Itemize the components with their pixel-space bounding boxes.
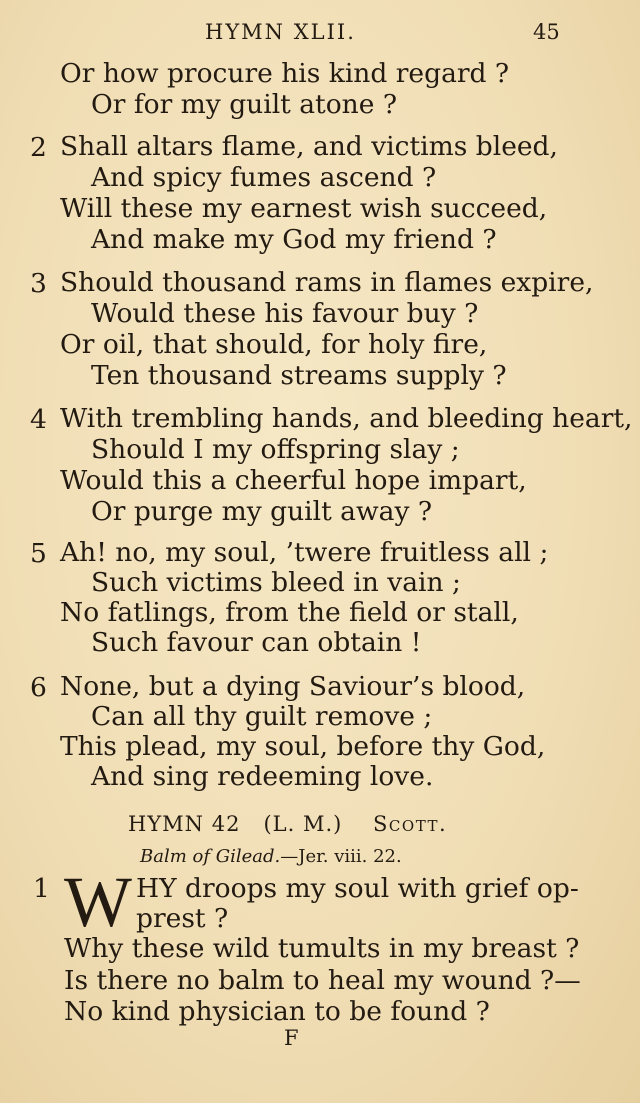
verse-line: Such favour can obtain ! (91, 627, 422, 658)
verse-number: 6 (30, 672, 47, 703)
verse-number: 5 (30, 538, 47, 569)
verse-line: Such victims bleed in vain ; (91, 567, 461, 598)
verse-number: 3 (30, 268, 47, 299)
hymn-subtitle (140, 846, 402, 867)
verse-line: Would this a cheerful hope impart, (60, 465, 527, 496)
verse-line: Or for my guilt atone ? (91, 89, 398, 120)
verse-line: Can all thy guilt remove ; (91, 701, 433, 732)
verse-line: Or how procure his kind regard ? (60, 58, 510, 89)
verse-line: Why these wild tumults in my breast ? (64, 933, 580, 964)
verse-line: And make my God my friend ? (91, 224, 497, 255)
verse-line: This plead, my soul, before thy God, (60, 731, 546, 762)
scripture-reference: —Jer. viii. 22. (280, 846, 402, 867)
verse-line: Would these his favour buy ? (91, 298, 479, 329)
signature-mark: F (284, 1026, 299, 1050)
verse-line: Ten thousand streams supply ? (91, 360, 507, 391)
drop-cap: W (64, 862, 132, 942)
verse-line: Shall altars flame, and victims bleed, (60, 131, 558, 162)
page-number: 45 (533, 20, 560, 44)
verse-line: Or oil, that should, for holy fire, (60, 329, 488, 360)
verse-line: None, but a dying Saviour’s blood, (60, 671, 526, 702)
verse-line: With trembling hands, and bleeding heart, (60, 403, 633, 434)
hymn-author: Scott. (373, 812, 448, 836)
verse-line: Should thousand rams in flames expire, (60, 267, 594, 298)
verse-number: 1 (33, 873, 50, 904)
verse-line: And spicy fumes ascend ? (91, 162, 437, 193)
verse-number: 2 (30, 132, 47, 163)
hymn-heading (128, 812, 447, 836)
hymn-meter: (L. M.) (263, 812, 343, 836)
verse-line: Ah! no, my soul, ’twere fruitless all ; (60, 537, 549, 568)
verse-line: No kind physician to be found ? (64, 996, 490, 1027)
verse-line: Is there no balm to heal my wound ?— (64, 965, 581, 996)
verse-number: 4 (30, 404, 47, 435)
hymn-title: HYMN 42 (128, 812, 241, 836)
running-title: HYMN XLII. (205, 20, 356, 44)
verse-line: And sing redeeming love. (91, 761, 434, 792)
verse-line: Should I my offspring slay ; (91, 434, 460, 465)
verse-line: Or purge my guilt away ? (91, 496, 433, 527)
verse-line: No fatlings, from the field or stall, (60, 597, 519, 628)
verse-line: prest ? (136, 903, 229, 934)
subtitle-text: Balm of Gilead. (140, 846, 281, 867)
verse-line: HY droops my soul with grief op- (136, 873, 579, 904)
verse-line: Will these my earnest wish succeed, (60, 193, 548, 224)
